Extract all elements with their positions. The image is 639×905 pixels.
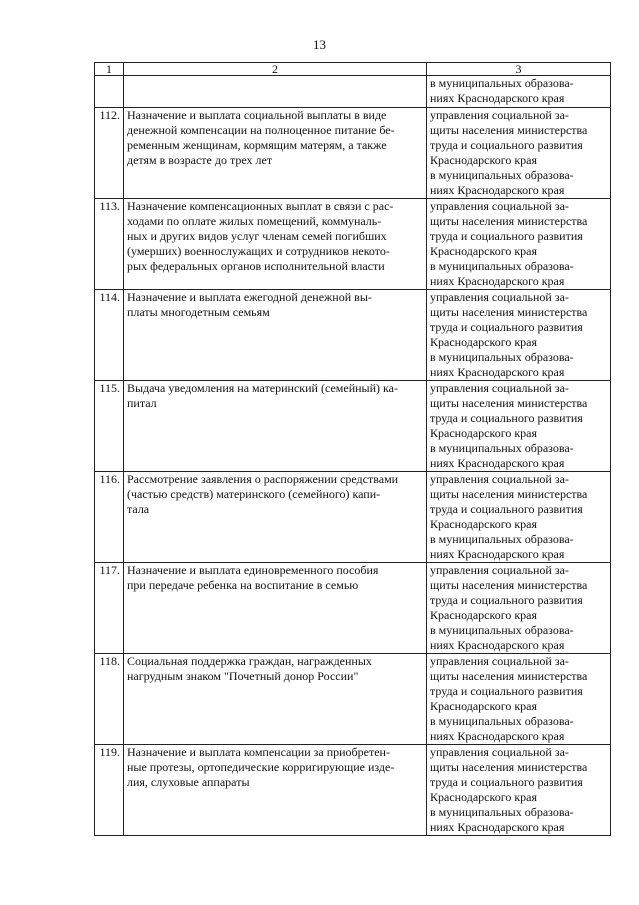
responsible-organization [427, 108, 611, 199]
service-line: Выдача уведомления на материнский (семейный) ка- [127, 381, 398, 395]
org-line: щиты населения министерства [430, 760, 588, 774]
org-line: Краснодарского края [430, 335, 538, 349]
row-number: 114. [95, 290, 124, 381]
row-number: 112. [95, 108, 124, 199]
org-line: Краснодарского края [430, 517, 538, 531]
org-line: ниях Краснодарского края [430, 820, 565, 834]
org-line: щиты населения министерства [430, 669, 588, 683]
service-line: ременным женщинам, кормящим матерям, а также [127, 138, 387, 152]
service-description [124, 108, 427, 199]
org-line: ниях Краснодарского края [430, 638, 565, 652]
service-line: ных и других видов услуг членам семей погибших [127, 229, 387, 243]
column-header-1: 1 [95, 63, 124, 76]
service-line: Назначение и выплата социальной выплаты в виде [127, 108, 387, 122]
org-line: ниях Краснодарского края [430, 365, 565, 379]
continuation-service-cell [124, 76, 427, 108]
row-number: 118. [95, 654, 124, 745]
org-line: в муниципальных образова- [430, 76, 574, 90]
org-line: в муниципальных образова- [430, 168, 574, 182]
org-line: щиты населения министерства [430, 214, 588, 228]
service-line: Назначение и выплата компенсации за приобретен- [127, 745, 390, 759]
table-row [95, 290, 611, 381]
service-line: Назначение и выплата единовременного пособия [127, 563, 379, 577]
row-number: 113. [95, 199, 124, 290]
org-line: в муниципальных образова- [430, 259, 574, 273]
service-line: (частью средств) материнского (семейного) капи- [127, 487, 381, 501]
services-table-body [95, 63, 611, 836]
service-line: Рассмотрение заявления о распоряжении средствами [127, 472, 399, 486]
org-line: Краснодарского края [430, 608, 538, 622]
column-header-3: 3 [427, 63, 611, 76]
org-line: труда и социального развития [430, 229, 583, 243]
service-description [124, 290, 427, 381]
table-row [95, 199, 611, 290]
table-row [95, 472, 611, 563]
org-line: управления социальной за- [430, 745, 569, 759]
row-number: 115. [95, 381, 124, 472]
org-line: ниях Краснодарского края [430, 456, 565, 470]
org-line: в муниципальных образова- [430, 623, 574, 637]
responsible-organization [427, 381, 611, 472]
continuation-org-cell [427, 76, 611, 108]
responsible-organization [427, 199, 611, 290]
org-line: управления социальной за- [430, 381, 569, 395]
org-line: управления социальной за- [430, 199, 569, 213]
service-description [124, 654, 427, 745]
org-line: труда и социального развития [430, 411, 583, 425]
org-line: Краснодарского края [430, 699, 538, 713]
org-line: Краснодарского края [430, 790, 538, 804]
org-line: управления социальной за- [430, 654, 569, 668]
org-line: в муниципальных образова- [430, 532, 574, 546]
table-row [95, 108, 611, 199]
table-row [95, 745, 611, 836]
service-line: нагрудным знаком "Почетный донор России" [127, 669, 359, 683]
service-line: тала [127, 502, 150, 516]
org-line: Краснодарского края [430, 426, 538, 440]
responsible-organization [427, 745, 611, 836]
org-line: ниях Краснодарского края [430, 547, 565, 561]
service-line: платы многодетным семьям [127, 305, 270, 319]
service-line: Социальная поддержка граждан, награжденных [127, 654, 372, 668]
service-line: Назначение и выплата ежегодной денежной вы- [127, 290, 372, 304]
org-line: в муниципальных образова- [430, 441, 574, 455]
service-description [124, 745, 427, 836]
service-description [124, 199, 427, 290]
responsible-organization [427, 654, 611, 745]
org-line: труда и социального развития [430, 320, 583, 334]
service-line: ходами по оплате жилых помещений, коммуналь- [127, 214, 382, 228]
table-continuation-row [95, 76, 611, 108]
row-number: 116. [95, 472, 124, 563]
org-line: труда и социального развития [430, 502, 583, 516]
org-line: в муниципальных образова- [430, 805, 574, 819]
page-number: 13 [313, 37, 326, 52]
table-row [95, 381, 611, 472]
row-number: 119. [95, 745, 124, 836]
org-line: Краснодарского края [430, 244, 538, 258]
responsible-organization [427, 563, 611, 654]
service-line: лия, слуховые аппараты [127, 775, 250, 789]
org-line: в муниципальных образова- [430, 350, 574, 364]
org-line: щиты населения министерства [430, 305, 588, 319]
continuation-num-cell [95, 76, 124, 108]
table-row [95, 563, 611, 654]
org-line: труда и социального развития [430, 593, 583, 607]
service-line: денежной компенсации на полноценное питание бе- [127, 123, 395, 137]
org-line: щиты населения министерства [430, 123, 588, 137]
service-description [124, 563, 427, 654]
org-line: ниях Краснодарского края [430, 183, 565, 197]
org-line: щиты населения министерства [430, 487, 588, 501]
responsible-organization [427, 290, 611, 381]
org-line: щиты населения министерства [430, 396, 588, 410]
column-header-2: 2 [124, 63, 427, 76]
service-line: детям в возрасте до трех лет [127, 153, 273, 167]
org-line: Краснодарского края [430, 153, 538, 167]
service-line: ные протезы, ортопедические корригирующие изде- [127, 760, 395, 774]
org-line: ниях Краснодарского края [430, 729, 565, 743]
service-line: (умерших) военнослужащих и сотрудников некото- [127, 244, 390, 258]
org-line: управления социальной за- [430, 563, 569, 577]
org-line: в муниципальных образова- [430, 714, 574, 728]
service-line: питал [127, 396, 157, 410]
org-line: щиты населения министерства [430, 578, 588, 592]
org-line: труда и социального развития [430, 684, 583, 698]
service-line: рых федеральных органов исполнительной власти [127, 259, 385, 273]
org-line: управления социальной за- [430, 290, 569, 304]
org-line: ниях Краснодарского края [430, 274, 565, 288]
table-header-row [95, 63, 611, 76]
service-line: Назначение компенсационных выплат в связи с рас- [127, 199, 394, 213]
service-line: при передаче ребенка на воспитание в семью [127, 578, 359, 592]
table-row [95, 654, 611, 745]
service-description [124, 381, 427, 472]
org-line: труда и социального развития [430, 138, 583, 152]
org-line: труда и социального развития [430, 775, 583, 789]
org-line: ниях Краснодарского края [430, 91, 565, 105]
services-table [94, 62, 611, 836]
service-description [124, 472, 427, 563]
row-number: 117. [95, 563, 124, 654]
org-line: управления социальной за- [430, 108, 569, 122]
responsible-organization [427, 472, 611, 563]
org-line: управления социальной за- [430, 472, 569, 486]
